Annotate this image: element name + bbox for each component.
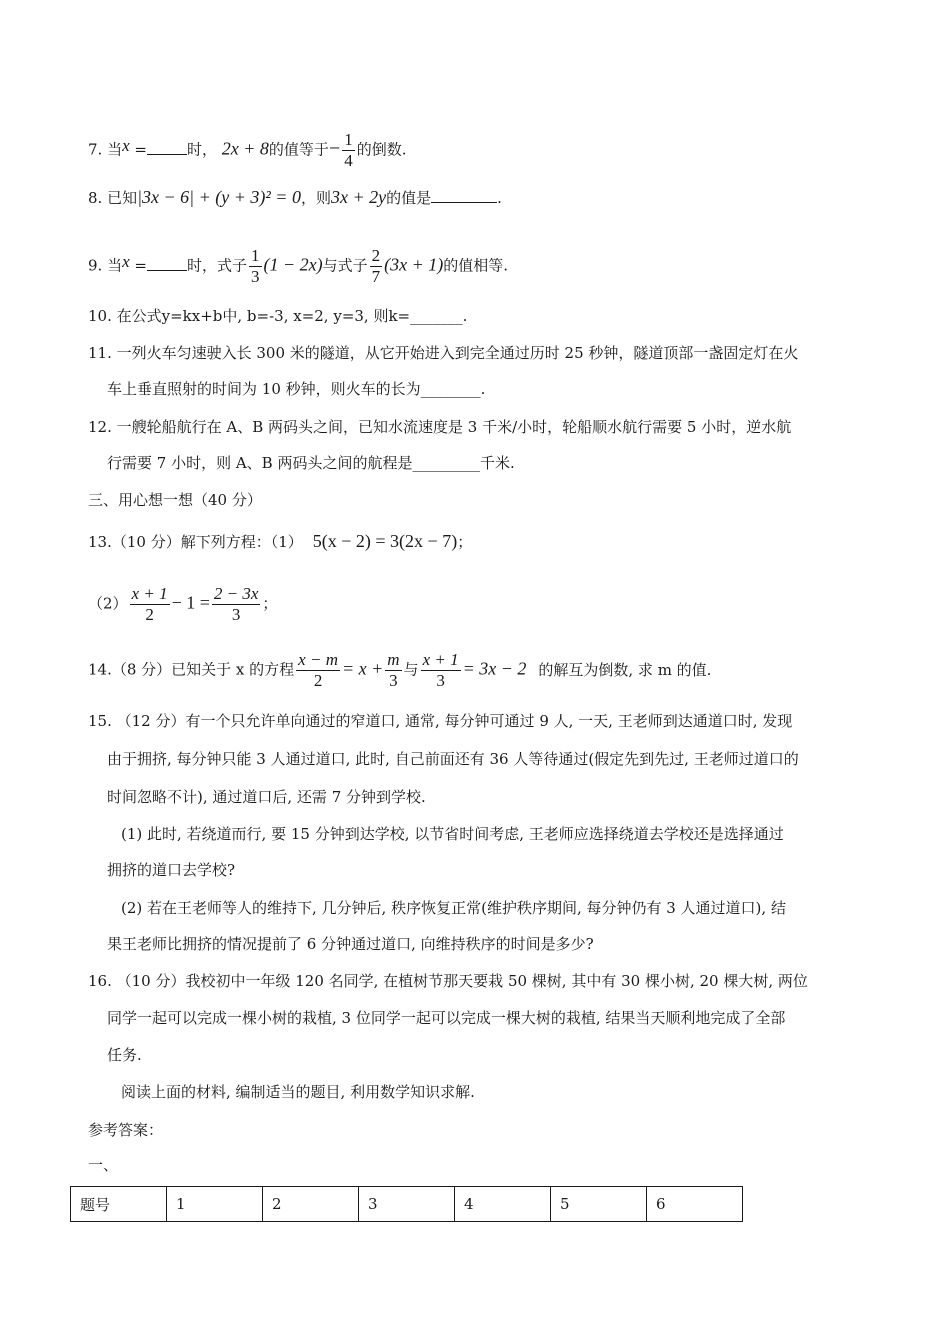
- q13-eq1-end: ；: [457, 533, 473, 551]
- question-15-part-1-line-2: 拥挤的道口去学校?: [107, 861, 236, 879]
- q9-var: x: [122, 251, 130, 271]
- question-15-part-2-line-2: 果王老师比拥挤的情况提前了 6 分钟通过道口, 向维持秩序的时间是多少?: [107, 935, 594, 953]
- q14-mid1: = x +: [341, 658, 384, 679]
- answers-title: 参考答案：: [88, 1121, 164, 1139]
- q14-f1-den: 2: [313, 671, 323, 690]
- q13-fraction-2: [212, 584, 261, 625]
- q9-expr1: (1 − 2x): [263, 254, 323, 275]
- q7-expr: 2x + 8: [221, 138, 269, 159]
- question-11-line-1: 11. 一列火车匀速驶入长 300 米的隧道，从它开始进入到完全通过历时 25 秒钟，隧道顶部一盏固定灯在火: [88, 344, 799, 362]
- q14-f2-den: 3: [389, 671, 398, 690]
- q9-frac2-num: 2: [371, 246, 381, 265]
- question-16-line-1: 16. （10 分）我校初中一年级 120 名同学, 在植树节那天要栽 50 棵树, 其中有 30 棵小树, 20 棵大树, 两位: [88, 972, 808, 990]
- question-7: [88, 130, 407, 171]
- table-row: [71, 1187, 743, 1222]
- q8-tail: 的值是: [386, 189, 432, 207]
- table-cell: 6: [647, 1187, 743, 1222]
- q14-f2-num: m: [387, 650, 400, 669]
- question-15-part-1-line-1: (1) 此时, 若绕道而行, 要 15 分钟到达学校, 以节省时间考虑, 王老师应选择绕道去学校还是选择通过: [121, 825, 784, 843]
- table-cell: 题号: [71, 1187, 167, 1222]
- question-16-line-2: 同学一起可以完成一棵小树的栽植, 3 位同学一起可以完成一棵大树的栽植, 结果当天顺利地完成了全部: [107, 1009, 786, 1027]
- q9-after: 时，式子: [186, 256, 247, 275]
- question-16-line-3: 任务.: [107, 1046, 142, 1064]
- q8-blank: [431, 188, 497, 203]
- q7-mid: 的值等于: [268, 140, 329, 159]
- q7-eq: =: [129, 140, 147, 159]
- q13-end: ；: [262, 594, 278, 613]
- q13-lead: 13.（10 分）解下列方程：（1）: [88, 533, 303, 551]
- question-12-line-1: 12. 一艘轮船航行在 A、B 两码头之间，已知水流速度是 3 千米/小时，轮船顺水航行需要 5 小时，逆水航: [88, 418, 792, 436]
- q13-f1-den: 2: [145, 605, 154, 624]
- question-8: 8. 已知|3x − 6| + (y + 3)² = 0，则3x + 2y的值是 .: [88, 187, 502, 207]
- answer-table: [70, 1186, 743, 1222]
- question-15-part-2-line-1: (2) 若在王老师等人的维持下, 几分钟后, 秩序恢复正常(维护秩序期间, 每分钟仍有 3 人通过道口), 结: [121, 899, 786, 917]
- q7-lead: 7. 当: [88, 140, 123, 159]
- q9-fraction-1: [249, 246, 262, 287]
- q7-after: 时，: [186, 140, 217, 159]
- q9-fraction-2: [370, 246, 383, 287]
- q8-lead: 8. 已知: [88, 189, 138, 207]
- table-cell: 3: [359, 1187, 455, 1222]
- question-15-line-2: 由于拥挤, 每分钟只能 3 人通过道口, 此时, 自己前面还有 36 人等待通过(假定先到先过, 王老师过道口的: [107, 750, 799, 768]
- q14-f3-den: 3: [436, 671, 445, 690]
- q9-tail: 的值相等.: [443, 256, 509, 275]
- q14-tail: 的解互为倒数, 求 m 的值.: [538, 660, 712, 679]
- q8-expr: |3x − 6| + (y + 3)² = 0: [137, 187, 301, 207]
- q14-mid3: = 3x − 2: [462, 658, 527, 679]
- q7-frac-num: 1: [344, 130, 353, 149]
- q14-lead: 14.（8 分）已知关于 x 的方程: [88, 660, 295, 679]
- q13-f2-num: 2 − 3x: [213, 584, 259, 603]
- q13-f1-num: x + 1: [131, 584, 168, 603]
- q8-expr2: 3x + 2y: [330, 187, 387, 207]
- question-11-line-2: 车上垂直照射的时间为 10 秒钟，则火车的长为________.: [107, 380, 486, 398]
- table-cell: 4: [455, 1187, 551, 1222]
- q13-fraction-1: [130, 584, 170, 625]
- q7-tail: 的倒数.: [356, 140, 407, 159]
- q7-frac-den: 4: [344, 151, 353, 170]
- q9-frac2-den: 7: [371, 267, 381, 286]
- table-cell: 1: [167, 1187, 263, 1222]
- table-cell: 2: [263, 1187, 359, 1222]
- q14-mid2: 与: [403, 660, 419, 679]
- question-14: [88, 650, 711, 691]
- q7-minus: −: [328, 137, 341, 160]
- question-13-part-2: [88, 584, 277, 625]
- question-9: [88, 246, 508, 287]
- q9-frac1-num: 1: [251, 246, 260, 265]
- q13-mid: − 1 =: [171, 592, 210, 613]
- question-16-line-4: 阅读上面的材料, 编制适当的题目, 利用数学知识求解.: [121, 1083, 475, 1101]
- q14-f1-num: x − m: [298, 650, 338, 669]
- q14-fraction-2: [385, 650, 401, 691]
- q7-blank: [147, 140, 187, 155]
- question-12-line-2: 行需要 7 小时，则 A、B 两码头之间的航程是_________千米.: [107, 454, 515, 472]
- q7-fraction: [342, 130, 355, 171]
- q13-eq1: 5(x − 2) = 3(2x − 7): [312, 531, 458, 551]
- q14-fraction-1: [296, 650, 340, 691]
- q14-f3-num: x + 1: [422, 650, 459, 669]
- answers-section: 一、: [88, 1156, 119, 1174]
- q13-f2-den: 3: [231, 605, 241, 624]
- q9-expr2: (3x + 1): [384, 254, 444, 275]
- q8-mid: ，则: [300, 189, 331, 207]
- q9-eq: =: [129, 256, 147, 275]
- q9-blank: [147, 256, 187, 271]
- question-15-line-3: 时间忽略不计), 通过道口后, 还需 7 分钟到学校.: [107, 788, 426, 806]
- question-15-line-1: 15. （12 分）有一个只允许单向通过的窄道口, 通常, 每分钟可通过 9 人, 一天, 王老师到达通道口时, 发现: [88, 712, 793, 730]
- question-13-part-1: [88, 530, 472, 553]
- q9-mid: 与式子: [322, 256, 368, 275]
- q9-lead: 9. 当: [88, 256, 123, 275]
- q14-fraction-3: [421, 650, 461, 691]
- table-cell: 5: [551, 1187, 647, 1222]
- q9-frac1-den: 3: [251, 267, 260, 286]
- question-10: 10. 在公式y=kx+b中, b=-3, x=2, y=3, 则k=_______.: [88, 307, 468, 325]
- q13-p2: （2）: [88, 594, 128, 613]
- section-3-title: 三、用心想一想（40 分）: [88, 491, 262, 509]
- q7-var: x: [122, 135, 130, 155]
